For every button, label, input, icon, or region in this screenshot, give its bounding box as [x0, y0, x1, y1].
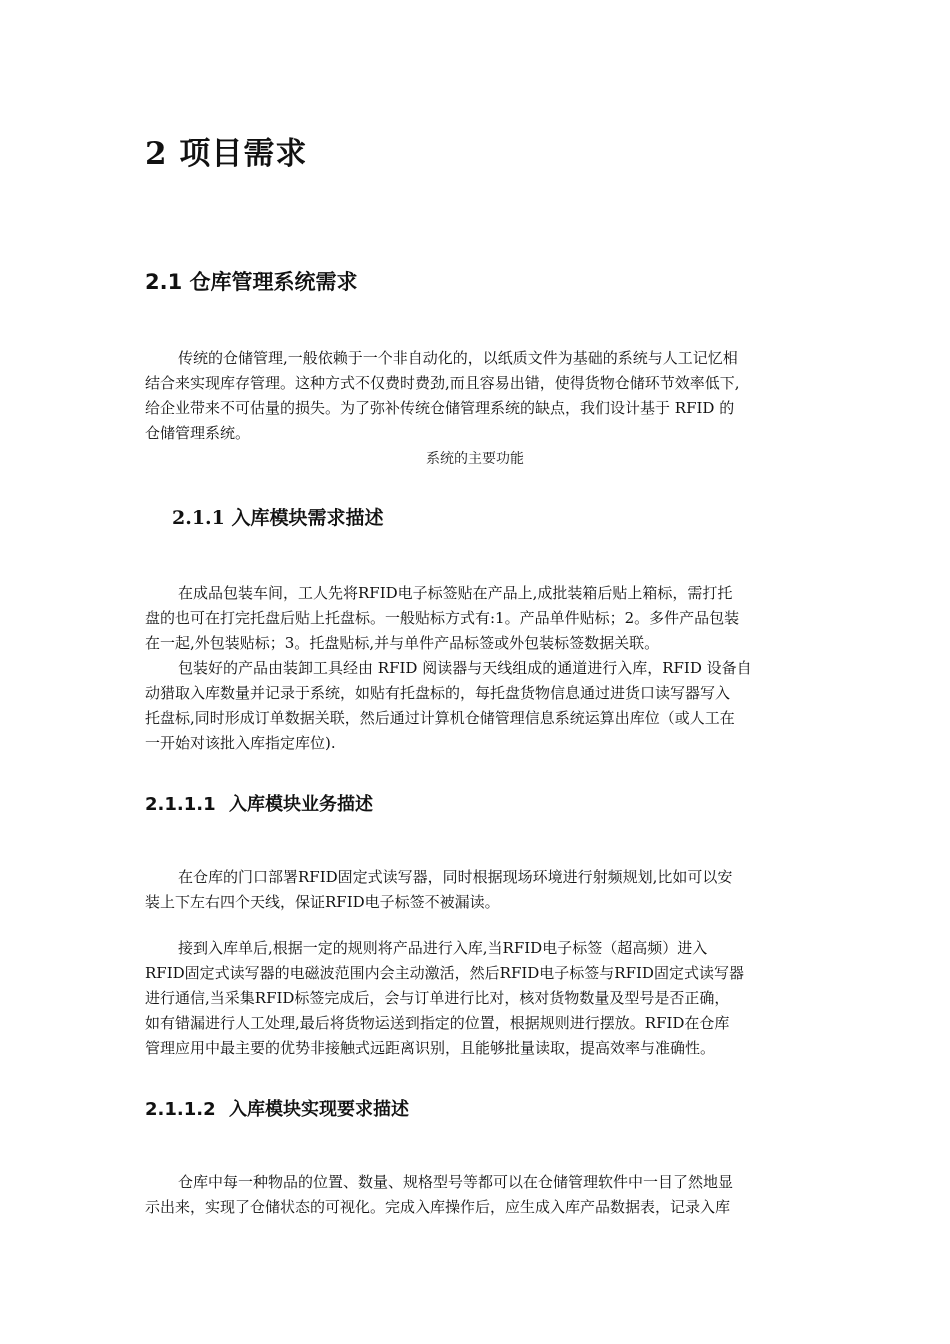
paragraph-line: 给企业带来不可估量的损失。为了弥补传统仓储管理系统的缺点，我们设计基于 RFID 的 [145, 399, 735, 417]
section-number: 2.1.1.1 [145, 794, 216, 815]
paragraph-line: 包装好的产品由装卸工具经由 RFID 阅读器与天线组成的通道进行入库，RFID 设备自 [178, 659, 752, 677]
section-heading-text: 入库模块业务描述 [229, 794, 373, 815]
section-number: 2.1.1.2 [145, 1099, 216, 1120]
paragraph-line: 仓储管理系统。 [145, 424, 251, 442]
figure-caption: 系统的主要功能 [426, 451, 524, 467]
paragraph-line: 接到入库单后,根据一定的规则将产品进行入库,当RFID电子标签（超高频）进入 [178, 939, 708, 957]
section-title-2-1-1-2 [145, 1095, 409, 1121]
paragraph-line: 装上下左右四个天线，保证RFID电子标签不被漏读。 [145, 893, 500, 911]
paragraph-line: 动猎取入库数量并记录于系统，如贴有托盘标的，每托盘货物信息通过进货口读写器写入 [145, 684, 731, 702]
paragraph-line: 在成品包装车间，工人先将RFID电子标签贴在产品上,成批装箱后贴上箱标，需打托 [178, 584, 733, 602]
paragraph-line: 进行通信,当采集RFID标签完成后，会与订单进行比对，核对货物数量及型号是否正确， [145, 989, 730, 1007]
chapter-title: 2 项目需求 [145, 136, 308, 172]
paragraph-line: 传统的仓储管理,一般依赖于一个非自动化的，以纸质文件为基础的系统与人工记忆相 [178, 349, 738, 367]
paragraph-line: 如有错漏进行人工处理,最后将货物运送到指定的位置，根据规则进行摆放。RFID在仓库 [145, 1014, 730, 1032]
section-title-2-1-1-1 [145, 790, 373, 816]
paragraph-line: 仓库中每一种物品的位置、数量、规格型号等都可以在仓储管理软件中一目了然地显 [178, 1173, 734, 1191]
paragraph-line: 托盘标,同时形成订单数据关联，然后通过计算机仓储管理信息系统运算出库位（或人工在 [145, 709, 735, 727]
paragraph-line: RFID固定式读写器的电磁波范围内会主动激活，然后RFID电子标签与RFID固定式读写器 [145, 964, 744, 982]
paragraph-line: 盘的也可在打完托盘后贴上托盘标。一般贴标方式有:1。产品单件贴标；2。多件产品包装 [145, 609, 740, 627]
section-title-2-1-1: 2.1.1 入库模块需求描述 [172, 507, 384, 529]
paragraph-line: 管理应用中最主要的优势非接触式远距离识别，且能够批量读取，提高效率与准确性。 [145, 1039, 716, 1057]
section-heading-text: 入库模块实现要求描述 [229, 1099, 409, 1120]
paragraph-line: 结合来实现库存管理。这种方式不仅费时费劲,而且容易出错，使得货物仓储环节效率低下, [145, 374, 740, 392]
paragraph-line: 一开始对该批入库指定库位). [145, 734, 336, 752]
paragraph-line: 在仓库的门口部署RFID固定式读写器，同时根据现场环境进行射频规划,比如可以安 [178, 868, 733, 886]
section-title-2-1: 2.1 仓库管理系统需求 [145, 270, 358, 294]
paragraph-line: 在一起,外包装贴标；3。托盘贴标,并与单件产品标签或外包装标签数据关联。 [145, 634, 660, 652]
paragraph-line: 示出来，实现了仓储状态的可视化。完成入库操作后，应生成入库产品数据表，记录入库 [145, 1198, 731, 1216]
